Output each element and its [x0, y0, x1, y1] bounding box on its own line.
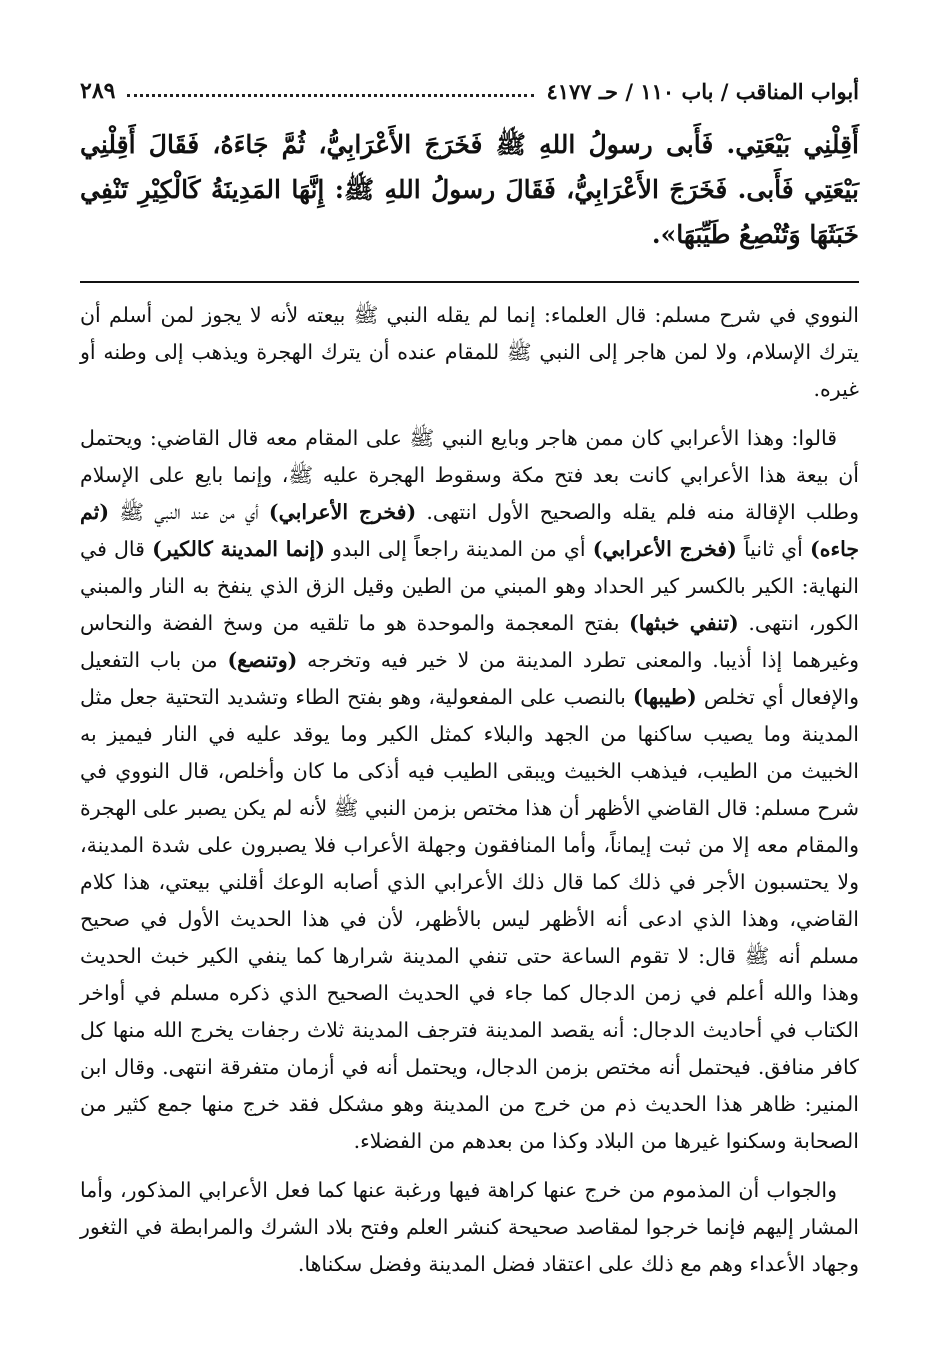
running-title: أبواب المناقب / باب ١١٠ / حـ ٤١٧٧	[546, 79, 859, 104]
page-number: ٢٨٩	[80, 78, 116, 104]
page-header	[80, 70, 859, 104]
keyword-phrase: (وتنصع)	[227, 648, 298, 672]
commentary-paragraph-2	[80, 420, 859, 1160]
commentary-text: بالنصب على المفعولية، وهو بفتح الطاء وتشديد التحتية جعل مثل المدينة وما يصيب ساكنها من الجهد والبلاء كمثل الكير وما يوقد عليه في النار فيميز به الخبيث من الطيب، فيذهب الخبيث ويبقى الطيب فيه أذكى ما كان وأخلص، قال النووي في شرح مسلم: قال القاضي الأظهر أن هذا مختص بزمن النبي ﷺ لأنه لم يكن يصبر على الهجرة والمقام معه إلا من ثبت إيماناً، وأما المنافقون وجهلة الأعراب فلا يصبرون على شدة المدينة، ولا يحتسبون الأجر في ذلك كما قال ذلك الأعرابي الذي أصابه الوعك أقلني بيعتي، هذا كلام القاضي، وهذا الذي ادعى أنه الأظهر ليس بالأظهر، لأن في هذا الحديث الأول في صحيح مسلم أنه ﷺ قال: لا تقوم الساعة حتى تنفي المدينة شرارها كما ينفي الكير خبث الحديث وهذا والله أعلم في زمن الدجال كما جاء في الحديث الصحيح الذي ذكره مسلم في أواخر الكتاب في أحاديث الدجال: أنه يقصد المدينة فترجف المدينة ثلاث رجفات يخرج الله منها كل كافر منافق. فيحتمل أنه مختص بزمن الدجال، ويحتمل أنه في أزمان متفرقة انتهى. وقال ابن المنير: ظاهر هذا الحديث ذم من خرج من المدينة وهو مشكل فقد خرج منها جمع كثير من الصحابة وسكنوا غيرها من البلاد وكذا من بعدهم من الفضلاء.	[79, 685, 859, 1153]
commentary-text: قال في النهاية: الكير بالكسر كير الحداد وهو المبني من الطين وقيل الزق الذي ينفخ به النار والمبني الكور، انتهى.	[80, 537, 860, 635]
keyword-phrase: (طيبها)	[632, 685, 697, 709]
commentary	[80, 297, 859, 1283]
commentary-text: أي ثانياً	[736, 537, 810, 561]
commentary-paragraph-3: والجواب أن المذموم من خرج عنها كراهة فيها ورغبة عنها كما فعل الأعرابي المذكور، وأما المشار إليهم فإنما خرجوا لمقاصد صحيحة كنشر العلم وفتح بلاد الشرك والمرابطة في الثغور وجهاد الأعداء وهم مع ذلك على اعتقاد فضل المدينة وفضل سكناها.	[80, 1178, 859, 1276]
commentary-text: بفتح المعجمة والموحدة هو ما تلقيه من وسخ الفضة والنحاس وغيرهما إذا أذيبا. والمعنى تطرد المدينة من لا خير فيه وتخرجه	[80, 611, 859, 672]
keyword-phrase: (ثم جاءه)	[80, 500, 859, 561]
footnote-divider	[80, 281, 859, 283]
commentary-text: من باب التفعيل والإفعال أي تخلص	[80, 648, 859, 709]
keyword-phrase: (تنفي خبثها)	[629, 611, 739, 635]
keyword-phrase: (إنما المدينة كالكير)	[152, 537, 325, 561]
keyword-phrase: (فخرج الأعرابي)	[268, 500, 417, 524]
commentary-paragraph-1: النووي في شرح مسلم: قال العلماء: إنما لم يقله النبي ﷺ بيعته لأنه لا يجوز لمن أسلم أن يترك الإسلام، ولا لمن هاجر إلى النبي ﷺ للمقام عنده أن يترك الهجرة ويذهب إلى وطنه أو غيره.	[80, 303, 859, 401]
commentary-text: أي من عند النبي ﷺ	[109, 500, 269, 524]
hadith-text: أَقِلْنِي بَيْعَتِي. فَأَبى رسولُ اللهِ ﷺ فَخَرَجَ الأَعْرَابِيُّ، ثُمَّ جَاءَهُ، فَقَالَ أَقِلْنِي بَيْعَتِي فَأَبى. فَخَرَجَ الأَعْرَابِيُّ، فَقَالَ رسولُ اللهِ ﷺ: إِنَّهَا المَدِينَةُ كَالْكِيْرِ تَنْفِي خَبَثَهَا وَتُنْصِعُ طَيِّبَهَا».	[80, 130, 859, 249]
commentary-text: قالوا: وهذا الأعرابي كان ممن هاجر وبايع النبي ﷺ على المقام معه قال القاضي: ويحتمل أن بيعة هذا الأعرابي كانت بعد فتح مكة وسقوط الهجرة عليه ﷺ، وإنما بايع على الإسلام وطلب الإقالة منه فلم يقله والصحيح الأول انتهى.	[80, 426, 859, 524]
book-page	[80, 70, 859, 1335]
commentary-text: أي من المدينة راجعاً إلى البدو	[324, 537, 593, 561]
dotted-leader	[127, 94, 534, 97]
keyword-phrase: (فخرج الأعرابي)	[592, 537, 737, 561]
